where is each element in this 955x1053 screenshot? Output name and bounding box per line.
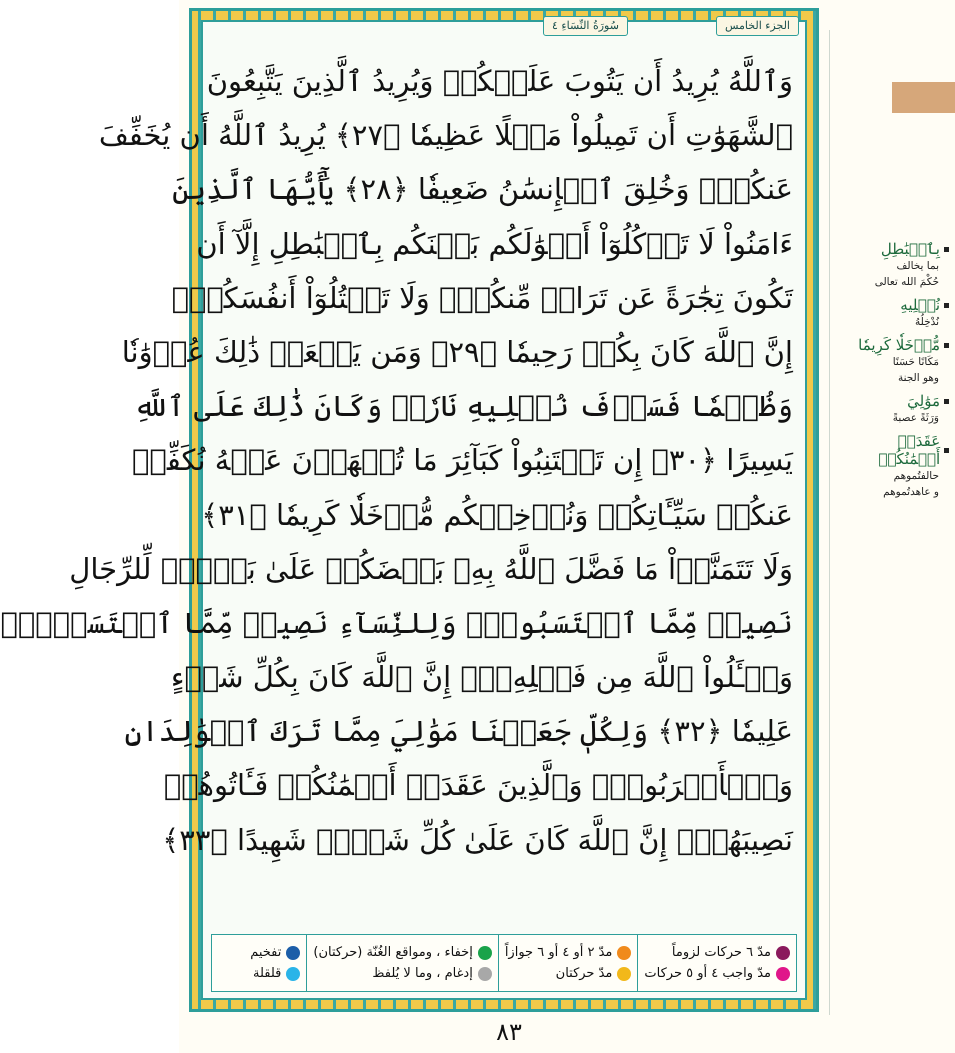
text-line: إِنَّ ٱللَّهَ كَانَ بِكُمۡ رَحِيمٗا ﴿٢٩﴾ وَمَن يَفۡعَلۡ ذَٰلِكَ عُدۡوَٰنٗا <box>121 334 793 369</box>
glossary-word <box>835 432 949 468</box>
text-line: نَصِيبٞ مِّمَّا ٱكۡتَسَبُواْۖ وَلِلنِّسَآءِ نَصِيبٞ مِّمَّا ٱكۡتَسَبۡنَۚ <box>0 605 793 640</box>
legend-label: تفخيم <box>250 945 282 960</box>
glossary-definition: حُكْمَ الله تعالى <box>874 276 939 288</box>
text-line: وَٱلۡأَقۡرَبُونَۚ وَٱلَّذِينَ عَقَدَتۡ أَيۡمَٰنُكُمۡ فَـَٔاتُوهُمۡ <box>163 768 793 803</box>
glossary-entry <box>835 296 949 330</box>
legend-column <box>244 935 306 991</box>
legend-label: مدّ واجب ٤ أو ٥ حركات <box>644 966 771 981</box>
text-line: ٱلشَّهَوَٰتِ أَن تَمِيلُواْ مَيۡلًا عَظِيمٗا ﴿٢٧﴾ يُرِيدُ ٱللَّهُ أَن يُخَفِّفَ <box>98 118 793 153</box>
margin-divider <box>829 30 830 1015</box>
legend-item <box>313 966 491 981</box>
color-dot-icon <box>776 946 790 960</box>
legend-label: إخفاء ، ومواقع الغُنّة (حركتان) <box>313 945 473 960</box>
color-dot-icon <box>286 946 300 960</box>
bullet-icon <box>944 448 949 453</box>
glossary-definition: نُدْخِلُهُ <box>914 316 939 328</box>
text-line: عَنكُمۡ سَيِّـَٔاتِكُمۡ وَنُدۡخِلۡكُم مُّدۡخَلٗا كَرِيمٗا ﴿٣١﴾ <box>201 497 793 532</box>
glossary-term: مَوَٰلِيَ <box>907 392 940 410</box>
glossary-entry <box>835 392 949 426</box>
tajweed-legend <box>211 934 797 992</box>
legend-item <box>505 945 632 960</box>
legend-item <box>505 966 632 981</box>
glossary-definition: وهو الجنة <box>897 372 939 384</box>
bullet-icon <box>944 399 949 404</box>
glossary-entry <box>835 336 949 386</box>
legend-item <box>644 966 790 981</box>
legend-column <box>498 935 638 991</box>
glossary-word <box>835 296 949 314</box>
legend-item <box>250 945 300 960</box>
glossary-word <box>835 392 949 410</box>
color-dot-icon <box>617 946 631 960</box>
text-line: عَلِيمٗا ﴿٣٢﴾ وَلِكُلّٖ جَعَلۡنَا مَوَٰلِيَ مِمَّا تَرَكَ ٱلۡوَٰلِدَانِ <box>124 714 793 749</box>
text-line: ءَامَنُواْ لَا تَأۡكُلُوٓاْ أَمۡوَٰلَكُم بَيۡنَكُم بِٱلۡبَٰطِلِ إِلَّآ أَن <box>196 226 793 261</box>
glossary-term: نُصۡلِيهِ <box>900 296 940 314</box>
color-dot-icon <box>478 946 492 960</box>
ornamental-frame <box>0 8 819 1012</box>
glossary-definition: وَرَثَةً عصبةً <box>892 412 939 424</box>
legend-item <box>644 945 790 960</box>
glossary-term: بِٱلۡبَٰطِلِ <box>880 240 940 258</box>
glossary-definition: و عاهدتُموهم <box>883 486 939 498</box>
text-line: وَٱللَّهُ يُرِيدُ أَن يَتُوبَ عَلَيۡكُمۡ وَيُرِيدُ ٱلَّذِينَ يَتَّبِعُونَ <box>206 64 793 98</box>
legend-label: إدغام ، وما لا يُلفظ <box>372 966 473 981</box>
text-line: يَسِيرًا ﴿٣٠﴾ إِن تَجۡتَنِبُواْ كَبَآئِرَ مَا تُنۡهَوۡنَ عَنۡهُ نُكَفِّرۡ <box>132 443 793 478</box>
bullet-icon <box>944 343 949 348</box>
glossary-word <box>835 336 949 354</box>
glossary-term: عَقَدَتۡ أَيۡمَٰنُكُمۡ <box>878 432 941 468</box>
text-line: تَكُونَ تِجَٰرَةً عَن تَرَاضٖ مِّنكُمۡۚ وَلَا تَقۡتُلُوٓاْ أَنفُسَكُمۡۚ <box>171 280 793 315</box>
glossary-definition: حالفتُموهم <box>893 470 939 482</box>
glossary-entry <box>835 240 949 290</box>
bullet-icon <box>944 247 949 252</box>
text-panel <box>0 19 807 1000</box>
color-dot-icon <box>617 967 631 981</box>
text-line: وَلَا تَتَمَنَّوۡاْ مَا فَضَّلَ ٱللَّهُ بِهِۦ بَعۡضَكُمۡ عَلَىٰ بَعۡضٖۚ لِّلرِّجَالِ <box>69 551 793 586</box>
glossary-term: مُّدۡخَلٗا كَرِيمٗا <box>858 336 940 354</box>
legend-label: مدّ ٢ أو ٤ أو ٦ جوازاً <box>504 945 613 960</box>
legend-item <box>313 945 491 960</box>
text-line: عَنكُمۡۚ وَخُلِقَ ٱلۡإِنسَٰنُ ضَعِيفٗا ﴿٢٨﴾ يَٰٓأَيُّهَا ٱلَّذِينَ <box>172 172 793 207</box>
legend-column <box>306 935 497 991</box>
page-number: ٨٣ <box>496 1018 522 1046</box>
legend-column <box>637 935 796 991</box>
surah-name-header: سُورَةُ النِّسَاءِ ٤ <box>543 16 628 36</box>
color-dot-icon <box>286 967 300 981</box>
juz-header: الجزء الخامس <box>716 16 799 36</box>
bookmark-tab[interactable] <box>892 82 955 113</box>
legend-label: مدّ ٦ حركات لزوماً <box>671 945 771 960</box>
color-dot-icon <box>776 967 790 981</box>
legend-label: قلقلة <box>253 966 282 981</box>
glossary-word <box>835 240 949 258</box>
quran-text <box>0 54 797 867</box>
bullet-icon <box>944 303 949 308</box>
word-glossary <box>835 240 949 506</box>
color-dot-icon <box>478 967 492 981</box>
glossary-definition: مَكَانًا حَسَنًا <box>892 356 939 368</box>
glossary-entry <box>835 432 949 500</box>
legend-label: مدّ حركتان <box>555 966 613 981</box>
glossary-definition: بما يخالف <box>896 260 939 272</box>
text-line: وَظُلۡمٗا فَسَوۡفَ نُصۡلِيهِ نَارٗاۚ وَكَانَ ذَٰلِكَ عَلَى ٱللَّهِ <box>133 389 793 424</box>
text-line: نَصِيبَهُمۡۚ إِنَّ ٱللَّهَ كَانَ عَلَىٰ كُلِّ شَيۡءٖ شَهِيدًا ﴿٣٣﴾ <box>162 822 793 857</box>
text-line: وَسۡـَٔلُواْ ٱللَّهَ مِن فَضۡلِهِۦٓۚ إِنَّ ٱللَّهَ كَانَ بِكُلِّ شَيۡءٍ <box>170 660 793 695</box>
legend-item <box>250 966 300 981</box>
